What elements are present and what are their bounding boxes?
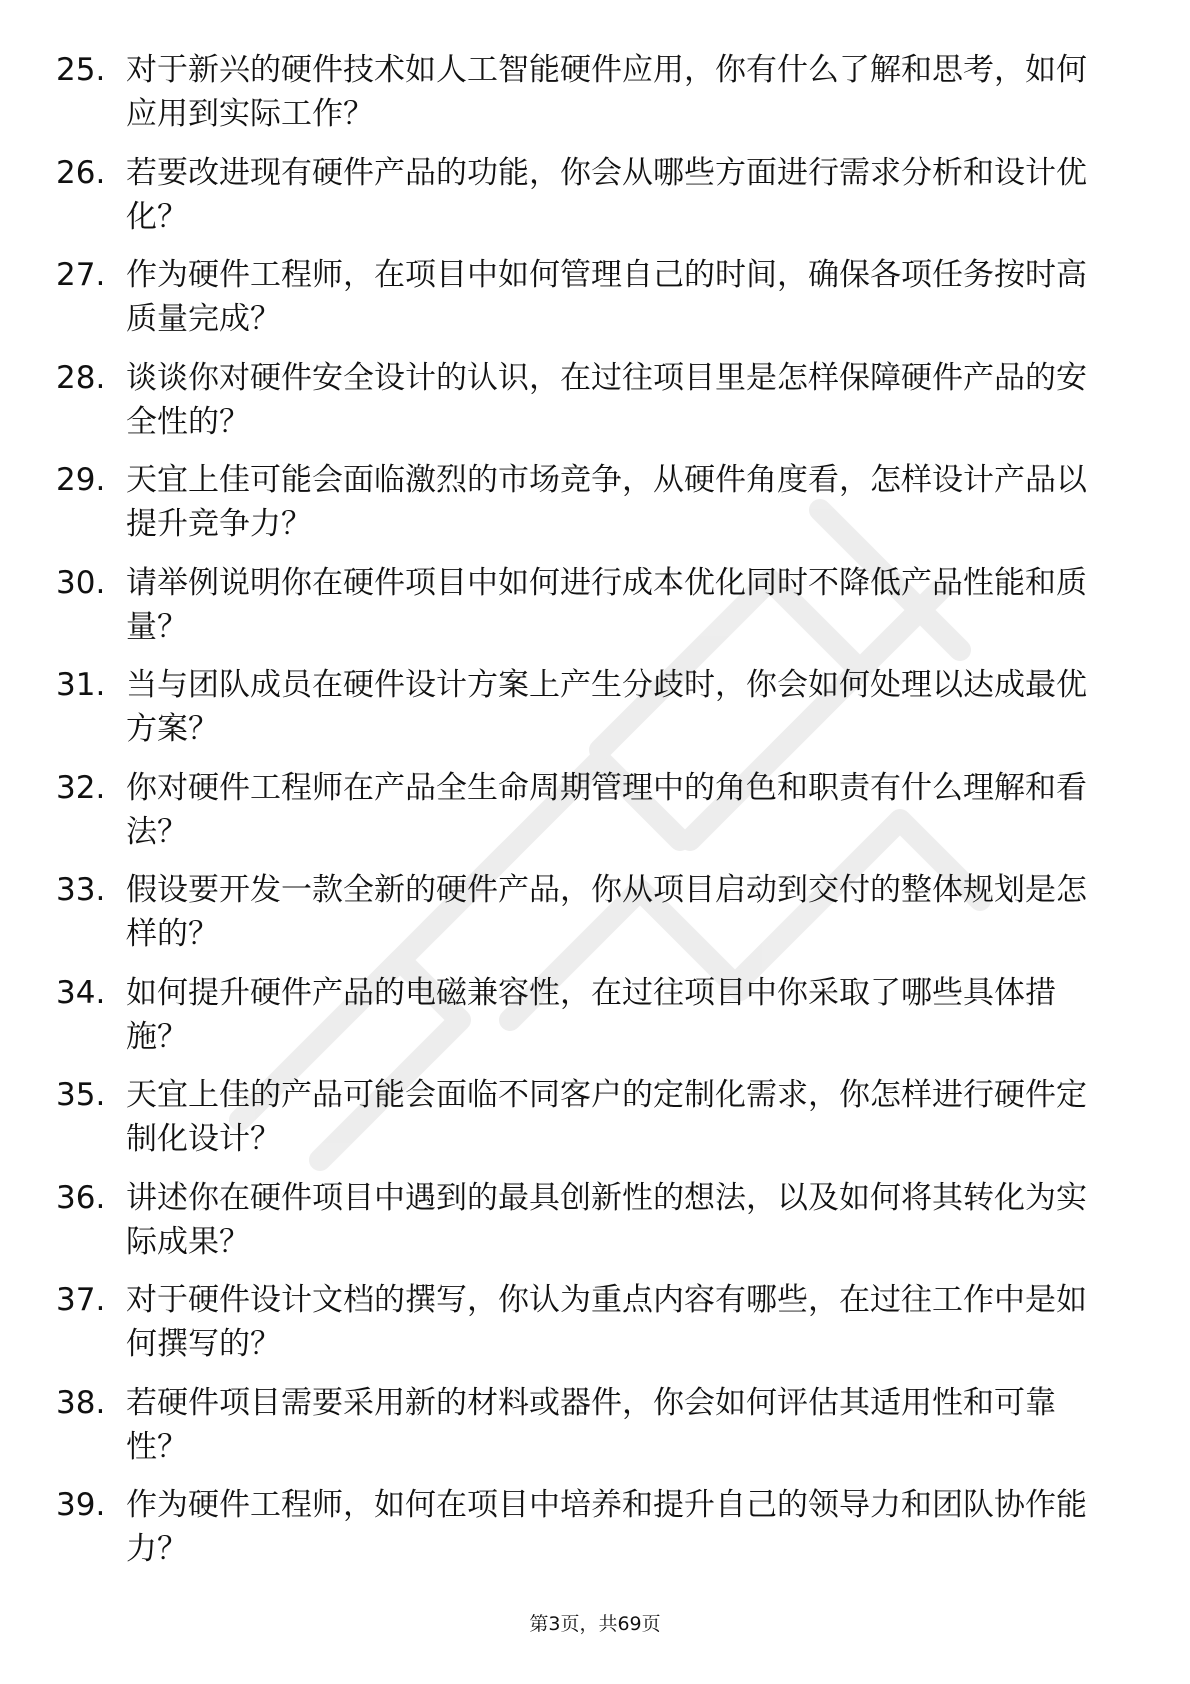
question-text: 天宜上佳可能会面临激烈的市场竞争，从硬件角度看，怎样设计产品以提升竞争力？ (126, 462, 1087, 542)
question-text: 作为硬件工程师，在项目中如何管理自己的时间，确保各项任务按时高质量完成？ (126, 257, 1087, 337)
question-number: 32. (56, 769, 106, 806)
question-item (56, 766, 1136, 869)
question-text: 天宜上佳的产品可能会面临不同客户的定制化需求，你怎样进行硬件定制化设计？ (126, 1077, 1087, 1157)
question-text: 作为硬件工程师，如何在项目中培养和提升自己的领导力和团队协作能力？ (126, 1487, 1087, 1567)
question-number: 37. (56, 1282, 106, 1318)
question-text: 对于硬件设计文档的撰写，你认为重点内容有哪些，在过往工作中是如何撰写的？ (126, 1282, 1087, 1362)
question-text: 若要改进现有硬件产品的功能，你会从哪些方面进行需求分析和设计优化？ (126, 154, 1087, 235)
question-number: 31. (56, 667, 106, 703)
page-footer: 第3页，共69页 (529, 1613, 661, 1635)
question-number: 34. (56, 974, 106, 1011)
question-number: 27. (56, 257, 106, 293)
question-text: 讲述你在硬件项目中遇到的最具创新性的想法，以及如何将其转化为实际成果？ (126, 1179, 1087, 1260)
question-text: 谈谈你对硬件安全设计的认识，在过往项目里是怎样保障硬件产品的安全性的？ (126, 359, 1087, 440)
question-number: 39. (56, 1487, 106, 1523)
question-number: 38. (56, 1384, 106, 1421)
question-number: 29. (56, 462, 106, 498)
question-text: 当与团队成员在硬件设计方案上产生分歧时，你会如何处理以达成最优方案？ (126, 667, 1087, 747)
question-item (56, 868, 1136, 971)
question-text: 你对硬件工程师在产品全生命周期管理中的角色和职责有什么理解和看法？ (126, 769, 1087, 850)
question-item (56, 1381, 1136, 1484)
question-text: 假设要开发一款全新的硬件产品，你从项目启动到交付的整体规划是怎样的？ (126, 872, 1087, 952)
question-number: 30. (56, 564, 106, 601)
question-number: 26. (56, 154, 106, 191)
question-item (56, 1176, 1136, 1279)
question-number: 35. (56, 1077, 106, 1113)
question-number: 25. (56, 52, 106, 88)
question-number: 36. (56, 1179, 106, 1216)
question-text: 如何提升硬件产品的电磁兼容性，在过往项目中你采取了哪些具体措施？ (126, 974, 1056, 1055)
question-item (56, 48, 1136, 151)
question-item (56, 458, 1136, 561)
question-item (56, 1483, 1136, 1586)
question-number: 33. (56, 872, 106, 908)
question-number: 28. (56, 359, 106, 396)
question-item (56, 561, 1136, 664)
question-text: 若硬件项目需要采用新的材料或器件，你会如何评估其适用性和可靠性？ (126, 1384, 1056, 1465)
question-item (56, 253, 1136, 356)
question-item (56, 971, 1136, 1074)
question-item (56, 356, 1136, 459)
question-item (56, 1073, 1136, 1176)
question-text: 请举例说明你在硬件项目中如何进行成本优化同时不降低产品性能和质量？ (126, 564, 1087, 645)
question-list (56, 48, 1136, 1586)
question-item (56, 1278, 1136, 1381)
question-item (56, 151, 1136, 254)
question-text: 对于新兴的硬件技术如人工智能硬件应用，你有什么了解和思考，如何应用到实际工作？ (126, 52, 1087, 132)
question-item (56, 663, 1136, 766)
